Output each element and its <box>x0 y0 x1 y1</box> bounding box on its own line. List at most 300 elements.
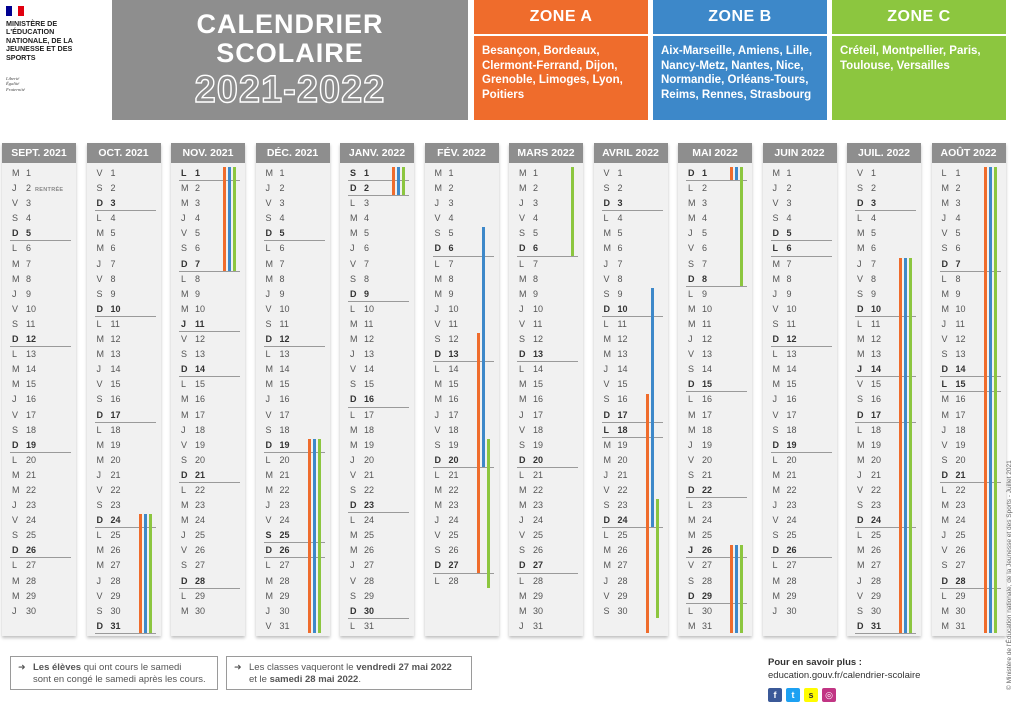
holiday-bar-zone-a <box>730 167 733 180</box>
calendar-day <box>12 287 67 302</box>
day-number: 4 <box>448 213 454 224</box>
day-number: 25 <box>871 530 882 541</box>
day-number: 16 <box>448 394 459 405</box>
day-number: 24 <box>871 515 882 526</box>
day-number: 4 <box>786 213 792 224</box>
calendar-day <box>350 302 405 317</box>
weekday-letter: L <box>688 183 694 194</box>
day-number: 11 <box>448 318 458 329</box>
weekday-letter: V <box>519 424 526 435</box>
day-number: 1 <box>110 168 116 178</box>
calendar-day <box>688 377 743 392</box>
day-number: 3 <box>110 198 116 209</box>
day-number: 13 <box>195 349 206 360</box>
day-number: 15 <box>702 379 713 390</box>
calendar-day <box>266 272 321 287</box>
day-number: 25 <box>786 530 797 541</box>
holiday-bar-zone-c <box>740 167 743 286</box>
instagram-icon[interactable]: ◎ <box>822 688 836 702</box>
holiday-bar-zone-a <box>308 439 311 633</box>
calendar-day <box>688 528 743 543</box>
calendar-day <box>12 498 67 513</box>
weekday-letter: L <box>772 560 778 571</box>
day-number: 26 <box>279 545 290 556</box>
weekday-letter: D <box>12 439 19 450</box>
twitter-icon[interactable]: t <box>786 688 800 702</box>
day-number: 2 <box>955 183 961 194</box>
holiday-bar-zone-a <box>477 333 480 573</box>
day-number: 14 <box>786 364 797 375</box>
day-number: 25 <box>955 530 966 541</box>
calendar-day <box>604 558 659 573</box>
month-header: MARS 2022 <box>509 143 583 163</box>
weekday-letter: L <box>96 213 102 224</box>
weekday-letter: M <box>688 515 696 526</box>
weekday-letter: V <box>603 273 610 284</box>
weekday-letter: S <box>96 605 103 616</box>
calendar-day <box>181 408 236 423</box>
calendar-day <box>519 589 574 604</box>
day-number: 5 <box>955 228 961 239</box>
calendar-day <box>519 453 574 468</box>
day-number: 2 <box>110 183 116 194</box>
day-number: 21 <box>110 469 121 480</box>
day-number: 25 <box>364 530 375 541</box>
calendar-day <box>97 287 152 302</box>
day-number: 18 <box>279 424 290 435</box>
calendar-day <box>97 423 152 438</box>
calendar-day <box>97 453 152 468</box>
day-number: 15 <box>195 379 206 390</box>
weekday-letter: V <box>181 545 188 556</box>
day-number: 18 <box>955 424 966 435</box>
day-number: 3 <box>364 198 370 209</box>
day-number: 6 <box>448 243 454 254</box>
weekday-letter: L <box>181 168 187 178</box>
weekday-letter: L <box>603 424 609 435</box>
weekday-letter: D <box>941 575 948 586</box>
calendar-day <box>350 438 405 453</box>
calendar-day <box>181 423 236 438</box>
day-number: 7 <box>364 258 370 269</box>
snapchat-icon[interactable]: s <box>804 688 818 702</box>
calendar-day <box>435 181 490 196</box>
weekday-letter: S <box>96 394 103 405</box>
day-number: 19 <box>702 439 713 450</box>
weekday-letter: V <box>519 530 526 541</box>
calendar-day <box>12 226 67 241</box>
calendar-day <box>435 483 490 498</box>
weekday-letter: M <box>519 168 527 178</box>
republic-motto: Liberté Égalité Fraternité <box>6 76 25 92</box>
day-number: 22 <box>364 484 375 495</box>
calendar-day <box>519 543 574 558</box>
day-number: 30 <box>26 605 37 616</box>
weekday-letter: J <box>265 394 270 405</box>
day-number: 12 <box>955 334 966 345</box>
weekday-letter: M <box>688 409 696 420</box>
weekday-letter: S <box>941 560 948 571</box>
weekday-letter: M <box>941 515 949 526</box>
day-number: 8 <box>617 273 623 284</box>
day-number: 1 <box>617 168 623 178</box>
day-number: 1 <box>702 168 708 178</box>
day-number: 26 <box>786 545 797 556</box>
day-number: 5 <box>364 228 370 239</box>
weekday-letter: S <box>350 379 357 390</box>
day-number: 25 <box>617 530 628 541</box>
weekday-letter: M <box>772 484 780 495</box>
weekday-letter: S <box>350 484 357 495</box>
weekday-letter: L <box>12 243 18 254</box>
calendar-day <box>688 302 743 317</box>
month-column <box>2 143 76 636</box>
calendar-day <box>857 181 912 196</box>
weekday-letter: L <box>603 530 609 541</box>
weekday-letter: L <box>434 258 440 269</box>
more-info-link[interactable]: education.gouv.fr/calendrier-scolaire <box>768 670 921 681</box>
day-number: 10 <box>617 303 628 314</box>
day-number: 21 <box>279 469 290 480</box>
calendar-day <box>688 468 743 483</box>
weekday-letter: L <box>96 318 102 329</box>
day-number: 8 <box>195 273 201 284</box>
day-number: 31 <box>110 620 121 631</box>
day-number: 16 <box>110 394 121 405</box>
calendar-day <box>181 287 236 302</box>
calendar-day <box>181 362 236 377</box>
day-number: 30 <box>955 605 966 616</box>
calendar-day <box>12 468 67 483</box>
weekday-letter: J <box>519 515 524 526</box>
weekday-letter: M <box>350 334 358 345</box>
day-number: 27 <box>702 560 713 571</box>
calendar-day <box>12 528 67 543</box>
calendar-day <box>350 619 405 634</box>
month-header: FÉV. 2022 <box>425 143 499 163</box>
zone-b-title: ZONE B <box>653 0 827 34</box>
weekday-letter: L <box>688 500 694 511</box>
weekday-letter: V <box>12 515 19 526</box>
weekday-letter: D <box>96 620 103 631</box>
day-number: 24 <box>786 515 797 526</box>
day-number: 2 <box>279 183 285 194</box>
weekday-letter: L <box>941 273 947 284</box>
weekday-letter: L <box>265 454 271 465</box>
weekday-letter: D <box>434 243 441 254</box>
day-number: 17 <box>533 409 544 420</box>
calendar-day <box>604 604 659 619</box>
weekday-letter: M <box>941 409 949 420</box>
calendar-day <box>435 543 490 558</box>
calendar-day <box>266 377 321 392</box>
calendar-day <box>12 317 67 332</box>
weekday-letter: M <box>857 228 865 239</box>
calendar-day <box>519 392 574 407</box>
day-number: 15 <box>26 379 37 390</box>
calendar-day <box>12 332 67 347</box>
weekday-letter: M <box>350 545 358 556</box>
day-number: 9 <box>702 288 708 299</box>
zone-b-panel <box>653 0 827 120</box>
calendar-day <box>12 392 67 407</box>
calendar-day <box>773 211 828 226</box>
more-info <box>768 656 920 682</box>
day-number: 28 <box>786 575 797 586</box>
day-number: 4 <box>871 213 877 224</box>
holiday-bar-zone-c <box>656 499 659 618</box>
day-number: 17 <box>448 409 459 420</box>
weekday-letter: L <box>519 364 525 375</box>
day-number: 29 <box>110 590 121 601</box>
weekday-letter: M <box>603 545 611 556</box>
holiday-bar-zone-a <box>984 167 987 633</box>
weekday-letter: L <box>12 560 18 571</box>
day-number: 20 <box>533 454 544 465</box>
calendar-day <box>350 196 405 211</box>
weekday-letter: D <box>941 469 948 480</box>
day-number: 8 <box>364 273 370 284</box>
weekday-letter: M <box>772 575 780 586</box>
weekday-letter: J <box>941 530 946 541</box>
day-number: 14 <box>110 364 121 375</box>
day-number: 22 <box>448 484 459 495</box>
day-number: 7 <box>617 258 623 269</box>
calendar-day <box>604 543 659 558</box>
day-number: 13 <box>110 349 121 360</box>
calendar-day <box>773 287 828 302</box>
calendar-day <box>350 332 405 347</box>
weekday-letter: V <box>350 575 357 586</box>
day-number: 3 <box>702 198 708 209</box>
calendar-day <box>12 211 67 226</box>
weekday-letter: S <box>96 288 103 299</box>
day-number: 22 <box>955 484 966 495</box>
weekday-letter: M <box>519 183 527 194</box>
calendar-day <box>12 453 67 468</box>
calendar-day <box>97 498 152 513</box>
calendar-day <box>350 392 405 407</box>
day-number: 16 <box>702 394 713 405</box>
weekday-letter: V <box>772 198 779 209</box>
calendar-day <box>857 211 912 226</box>
calendar-day <box>519 604 574 619</box>
day-number: 25 <box>110 530 121 541</box>
day-number: 26 <box>110 545 121 556</box>
day-number: 17 <box>110 409 121 420</box>
calendar-day <box>181 513 236 528</box>
weekday-letter: M <box>519 500 527 511</box>
weekday-letter: D <box>941 364 948 375</box>
month-column <box>509 143 583 636</box>
weekday-letter: M <box>265 273 273 284</box>
calendar-day <box>97 241 152 256</box>
weekday-letter: J <box>519 620 524 631</box>
weekday-letter: M <box>181 409 189 420</box>
day-number: 16 <box>533 394 544 405</box>
calendar-day <box>181 574 236 589</box>
weekday-letter: J <box>265 183 270 194</box>
day-number: 11 <box>279 318 289 329</box>
calendar-day <box>519 438 574 453</box>
calendar-day <box>688 211 743 226</box>
day-number: 18 <box>26 424 37 435</box>
calendar-day <box>350 257 405 272</box>
calendar-day <box>773 392 828 407</box>
day-number: 25 <box>702 530 713 541</box>
day-number: 8 <box>110 273 116 284</box>
calendar-day <box>181 317 236 332</box>
calendar-day <box>435 166 490 181</box>
calendar-day <box>12 543 67 558</box>
calendar-day <box>350 604 405 619</box>
weekday-letter: M <box>12 258 20 269</box>
weekday-letter: V <box>772 303 779 314</box>
weekday-letter: L <box>857 530 863 541</box>
calendar-day <box>604 241 659 256</box>
weekday-letter: M <box>603 228 611 239</box>
calendar-day <box>181 498 236 513</box>
day-number: 19 <box>786 439 797 450</box>
day-number: 17 <box>364 409 375 420</box>
weekday-letter: V <box>350 258 357 269</box>
calendar-day <box>773 513 828 528</box>
weekday-letter: V <box>688 349 695 360</box>
calendar-day <box>12 181 67 196</box>
calendar-day <box>688 257 743 272</box>
calendar-day <box>519 226 574 241</box>
calendar-day <box>604 589 659 604</box>
weekday-letter: V <box>857 590 864 601</box>
day-number: 26 <box>26 545 37 556</box>
zone-b-cities: Aix-Marseille, Amiens, Lille, Nancy-Metz, Nantes, Nice, Normandie, Orléans-Tours, Reims, Rennes, Strasbourg <box>653 36 827 120</box>
holiday-bar-zone-c <box>571 167 574 256</box>
day-number: 21 <box>448 469 459 480</box>
weekday-letter: D <box>12 334 19 345</box>
weekday-letter: L <box>350 198 356 209</box>
calendar-day <box>266 211 321 226</box>
calendar-day <box>350 423 405 438</box>
day-number: 30 <box>533 605 544 616</box>
weekday-letter: L <box>350 409 356 420</box>
weekday-letter: L <box>265 243 271 254</box>
day-number: 31 <box>533 620 544 631</box>
weekday-letter: J <box>688 334 693 345</box>
day-number: 18 <box>364 424 375 435</box>
weekday-letter: V <box>181 334 188 345</box>
weekday-letter: L <box>181 484 187 495</box>
weekday-letter: D <box>688 484 695 495</box>
calendar-day <box>773 558 828 573</box>
day-number: 13 <box>702 349 713 360</box>
weekday-letter: D <box>12 228 19 239</box>
day-number: 22 <box>195 484 206 495</box>
day-number: 30 <box>617 605 628 616</box>
calendar-day <box>435 211 490 226</box>
weekday-letter: M <box>519 590 527 601</box>
weekday-letter: M <box>265 484 273 495</box>
holiday-bar-zone-b <box>482 227 485 467</box>
weekday-letter: S <box>265 424 272 435</box>
day-number: 4 <box>195 213 201 224</box>
calendar-day <box>12 302 67 317</box>
calendar-day <box>97 438 152 453</box>
day-number: 11 <box>195 318 205 329</box>
calendar-day <box>12 257 67 272</box>
weekday-letter: L <box>350 620 356 631</box>
month-column <box>340 143 414 636</box>
weekday-letter: V <box>857 273 864 284</box>
weekday-letter: V <box>265 620 272 631</box>
calendar-day <box>773 604 828 619</box>
day-number: 6 <box>279 243 285 254</box>
day-number: 29 <box>702 590 713 601</box>
day-number: 9 <box>26 288 32 299</box>
weekday-letter: V <box>688 454 695 465</box>
month-header: SEPT. 2021 <box>2 143 76 163</box>
day-number: 5 <box>26 228 32 239</box>
weekday-letter: S <box>519 334 526 345</box>
weekday-letter: V <box>857 168 864 178</box>
weekday-letter: V <box>434 424 441 435</box>
weekday-letter: M <box>12 590 20 601</box>
day-number: 12 <box>533 334 544 345</box>
weekday-letter: M <box>265 469 273 480</box>
day-number: 23 <box>533 500 544 511</box>
weekday-letter: S <box>603 183 610 194</box>
weekday-letter: S <box>12 424 19 435</box>
day-number: 27 <box>448 560 459 571</box>
day-number: 4 <box>702 213 708 224</box>
weekday-letter: D <box>350 288 357 299</box>
weekday-letter: L <box>857 213 863 224</box>
weekday-letter: J <box>434 198 439 209</box>
weekday-letter: M <box>772 258 780 269</box>
day-number: 19 <box>533 439 544 450</box>
weekday-letter: D <box>857 409 864 420</box>
weekday-letter: S <box>434 545 441 556</box>
weekday-letter: V <box>857 379 864 390</box>
day-number: 21 <box>871 469 882 480</box>
facebook-icon[interactable]: f <box>768 688 782 702</box>
day-number: 18 <box>702 424 713 435</box>
month-header: NOV. 2021 <box>171 143 245 163</box>
day-number: 7 <box>955 258 961 269</box>
weekday-letter: L <box>688 394 694 405</box>
day-number: 4 <box>279 213 285 224</box>
day-number: 20 <box>110 454 121 465</box>
day-number: 13 <box>279 349 290 360</box>
weekday-letter: M <box>857 439 865 450</box>
day-number: 2 <box>871 183 877 194</box>
day-number: 22 <box>110 484 121 495</box>
weekday-letter: J <box>350 560 355 571</box>
day-number: 8 <box>702 273 708 284</box>
month-column <box>87 143 161 636</box>
calendar-day <box>97 181 152 196</box>
day-number: 5 <box>110 228 116 239</box>
day-number: 2 <box>702 183 708 194</box>
weekday-letter: S <box>772 213 779 224</box>
weekday-letter: M <box>434 168 442 178</box>
month-header: JUIN 2022 <box>763 143 837 163</box>
weekday-letter: S <box>12 213 19 224</box>
weekday-letter: M <box>350 439 358 450</box>
day-number: 21 <box>364 469 375 480</box>
day-number: 8 <box>448 273 454 284</box>
day-number: 23 <box>195 500 206 511</box>
day-number: 20 <box>279 454 290 465</box>
